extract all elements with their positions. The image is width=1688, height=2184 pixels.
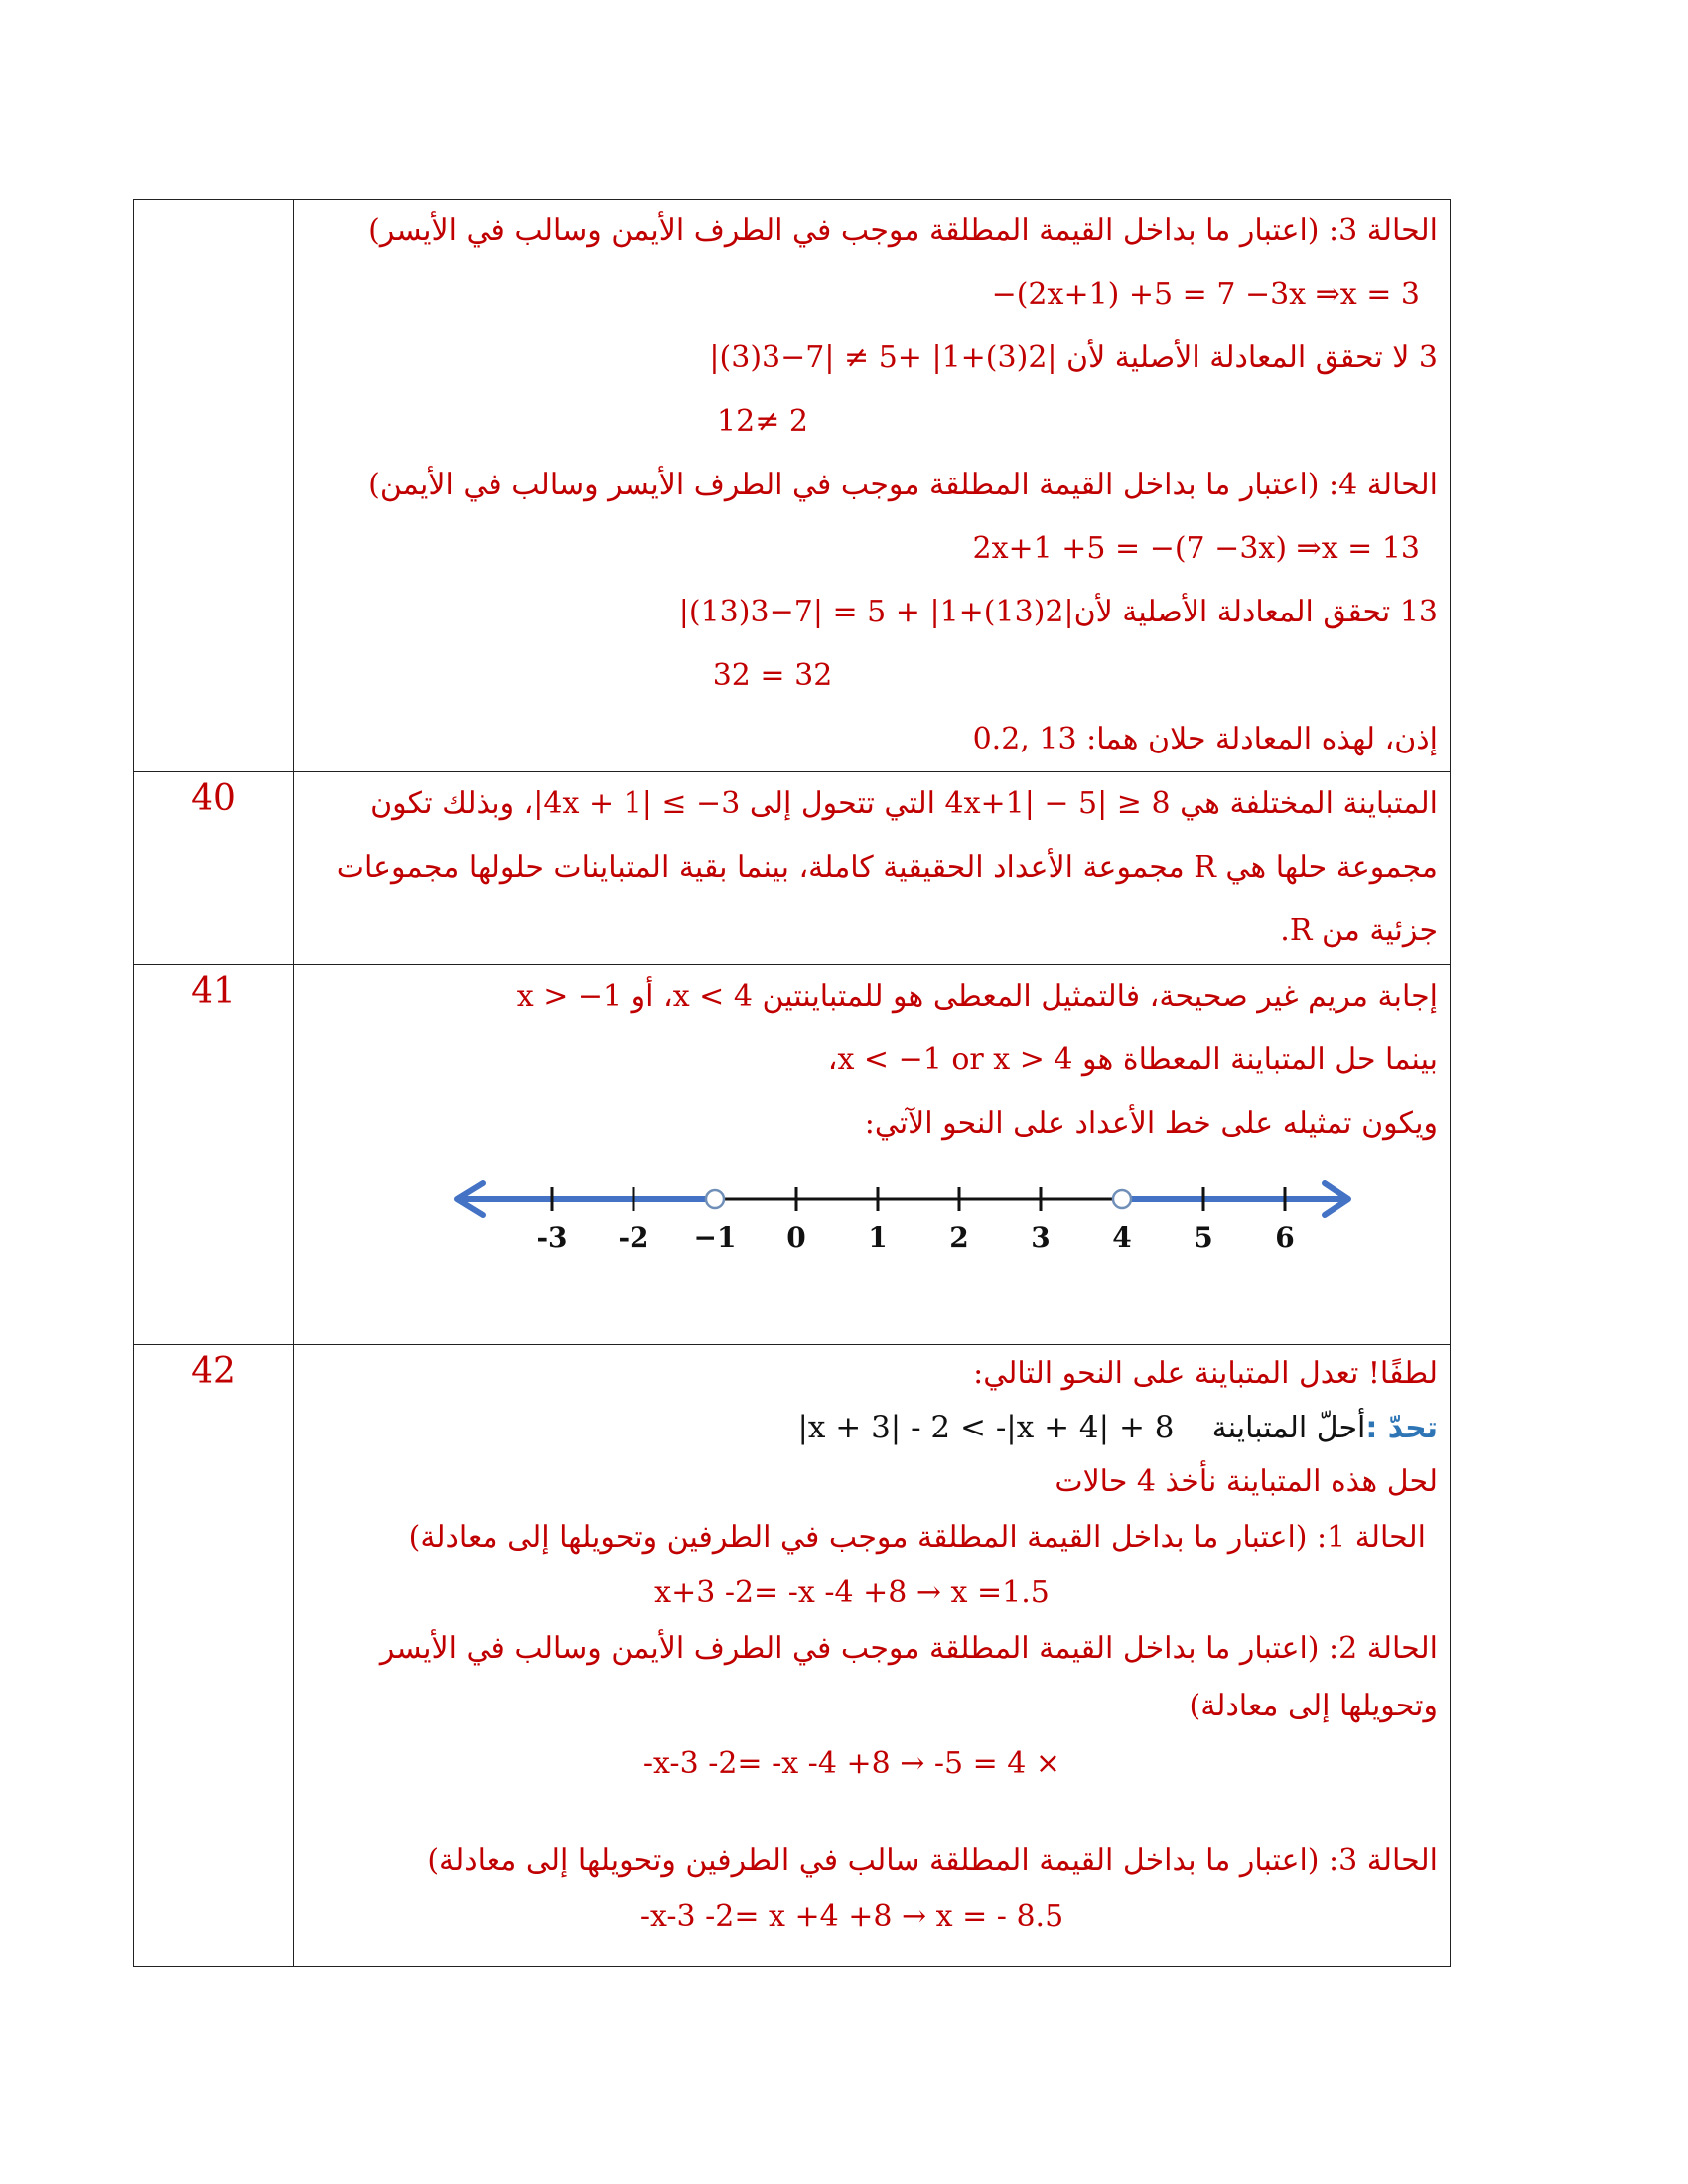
question-number: 41 bbox=[191, 971, 236, 1012]
case-3-heading: الحالة 3: (اعتبار ما بداخل القيمة المطلقة موجب في الطرف الأيمن وسالب في الأيسر) bbox=[368, 213, 1438, 248]
conclusion: إذن، لهذه المعادلة حلان هما: 13 ,0.2 bbox=[972, 722, 1438, 756]
tick-label: 0 bbox=[786, 1221, 806, 1254]
case-1-heading: الحالة 1: (اعتبار ما بداخل القيمة المطلقة موجب في الطرفين وتحويلها إلى معادلة) bbox=[408, 1520, 1426, 1555]
case-3-result: 12≠ 2 bbox=[717, 404, 808, 439]
tick-label: 5 bbox=[1194, 1221, 1213, 1254]
open-point bbox=[1113, 1190, 1131, 1208]
cases-intro: لحل هذه المتباينة نأخذ 4 حالات bbox=[1055, 1464, 1438, 1499]
case-3-equation: −(2x+1) +5 = 7 −3x ⇒x = 3 bbox=[991, 277, 1420, 312]
tick-label: -3 bbox=[536, 1221, 568, 1254]
tick-label: 3 bbox=[1031, 1221, 1051, 1254]
table-row bbox=[134, 200, 1451, 772]
tick-label: −1 bbox=[693, 1221, 737, 1254]
tick-label: -2 bbox=[618, 1221, 649, 1254]
tick-label: 6 bbox=[1275, 1221, 1295, 1254]
number-line bbox=[443, 1163, 1376, 1283]
challenge-text: أحلّ المتباينة bbox=[1211, 1411, 1366, 1445]
tick-label: 4 bbox=[1112, 1221, 1132, 1254]
answers-table bbox=[133, 199, 1451, 1967]
case-3-equation: -x-3 -2= x +4 +8 → x = - 8.5 bbox=[639, 1899, 1064, 1934]
answer-cell bbox=[294, 200, 1451, 772]
case-4-result: 32 = 32 bbox=[712, 658, 833, 693]
answer-line: بينما حل المتباينة المعطاة هو x < −1 or x > 4، bbox=[827, 1042, 1438, 1077]
case-4-check: 13 تحقق المعادلة الأصلية لأن|2(13)+1| + 5 = |7−3(13)| bbox=[678, 595, 1438, 629]
case-3-heading: الحالة 3: (اعتبار ما بداخل القيمة المطلقة سالب في الطرفين وتحويلها إلى معادلة) bbox=[427, 1843, 1438, 1878]
correction-note: لطفًا! تعدل المتباينة على النحو التالي: bbox=[973, 1356, 1438, 1391]
question-number-cell bbox=[134, 965, 294, 1345]
question-number: 40 bbox=[191, 778, 236, 819]
table-row bbox=[134, 965, 1451, 1345]
case-4-heading: الحالة 4: (اعتبار ما بداخل القيمة المطلقة موجب في الطرف الأيسر وسالب في الأيمن) bbox=[368, 468, 1438, 502]
question-number-cell bbox=[134, 200, 294, 772]
table-row bbox=[134, 1345, 1451, 1967]
challenge-label: تحدّ : bbox=[1365, 1411, 1438, 1445]
challenge-inequality: |x + 3| - 2 < -|x + 4| + 8 bbox=[797, 1410, 1175, 1445]
answer-line: جزئية من R. bbox=[1280, 913, 1438, 948]
question-number-cell bbox=[134, 1345, 294, 1967]
case-2-heading: الحالة 2: (اعتبار ما بداخل القيمة المطلقة موجب في الطرف الأيمن وسالب في الأيسر bbox=[379, 1631, 1438, 1666]
answer-line: مجموعة حلها هي R مجموعة الأعداد الحقيقية كاملة، بينما بقية المتباينات حلولها مجموعات bbox=[336, 850, 1438, 885]
case-4-equation: 2x+1 +5 = −(7 −3x) ⇒x = 13 bbox=[972, 531, 1420, 566]
case-2-equation: -x-3 -2= -x -4 +8 → -5 = 4 × bbox=[642, 1746, 1061, 1781]
answer-line: ويكون تمثيله على خط الأعداد على النحو الآتي: bbox=[864, 1106, 1438, 1141]
answer-line: إجابة مريم غير صحيحة، فالتمثيل المعطى هو للمتباينتين x < 4، أو x > −1 bbox=[516, 979, 1438, 1014]
question-number-cell bbox=[134, 772, 294, 965]
answer-cell bbox=[294, 772, 1451, 965]
tick-label: 1 bbox=[868, 1221, 888, 1254]
case-2-heading-cont: وتحويلها إلى معادلة) bbox=[1189, 1689, 1438, 1723]
case-1-equation: x+3 -2= -x -4 +8 → x =1.5 bbox=[654, 1575, 1050, 1610]
tick-label: 2 bbox=[949, 1221, 969, 1254]
case-3-check: 3 لا تحقق المعادلة الأصلية لأن |2(3)+1| +5 ≠ |7−3(3)| bbox=[709, 341, 1438, 375]
question-number: 42 bbox=[191, 1351, 236, 1392]
answer-cell bbox=[294, 1345, 1451, 1967]
number-line-figure bbox=[294, 1156, 1450, 1304]
challenge-line bbox=[294, 1401, 1450, 1455]
answer-line: المتباينة المختلفة هي 8 ≤ |4x+1| − 5 التي تتحول إلى 3− ≥ |4x + 1|، وبذلك تكون bbox=[370, 786, 1438, 821]
open-point bbox=[706, 1190, 724, 1208]
answer-cell bbox=[294, 965, 1451, 1345]
table-row bbox=[134, 772, 1451, 965]
question-number bbox=[134, 200, 293, 205]
